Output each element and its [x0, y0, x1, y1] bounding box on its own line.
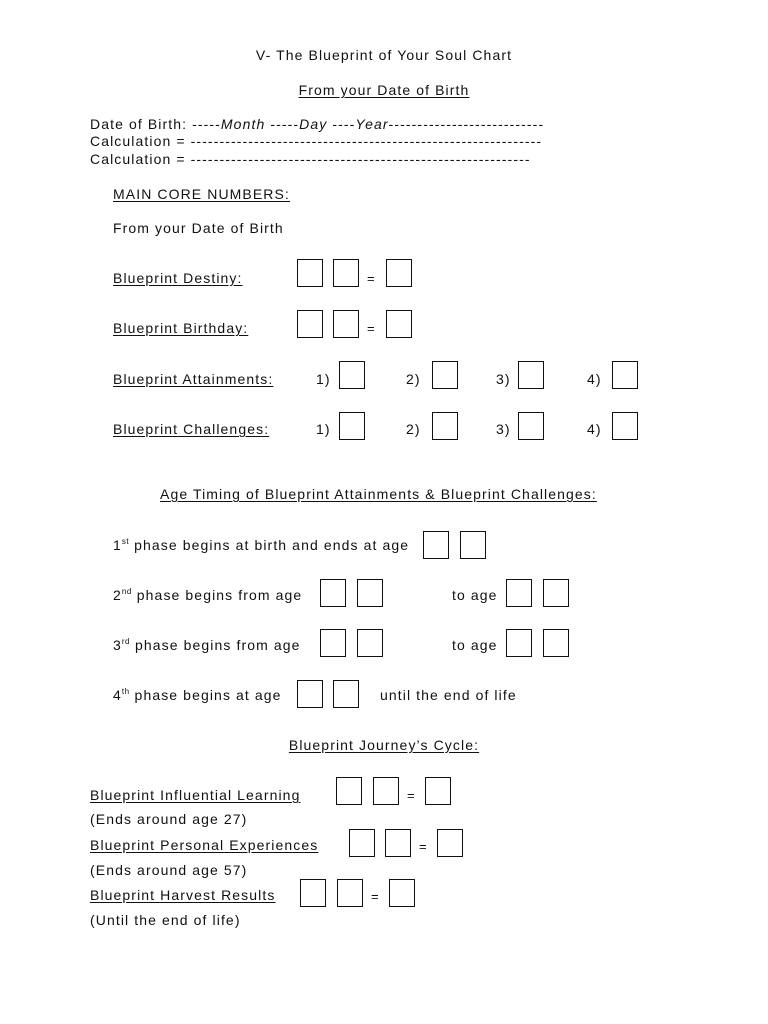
- birthday-digit-box-2[interactable]: [333, 310, 359, 338]
- phase-2-text: [113, 587, 302, 603]
- destiny-digit-box-2[interactable]: [333, 259, 359, 287]
- challenge-box-1[interactable]: [339, 412, 365, 440]
- phase-3-to-age-label: to age: [452, 637, 498, 653]
- dob-day-field[interactable]: Day: [299, 116, 328, 132]
- attainment-number-1: 1): [316, 371, 331, 387]
- challenge-number-4: 4): [587, 421, 602, 437]
- phase-1-number: 1: [113, 537, 122, 553]
- challenge-box-3[interactable]: [518, 412, 544, 440]
- dob-dashes: -----: [270, 116, 300, 132]
- phase-4-text: [113, 687, 282, 703]
- personal-digit-box-2[interactable]: [385, 829, 411, 857]
- attainment-box-2[interactable]: [432, 361, 458, 389]
- birthday-label: Blueprint Birthday:: [113, 320, 249, 336]
- phase-3-start-age-box-1[interactable]: [320, 629, 346, 657]
- phase-2-start-age-box-2[interactable]: [357, 579, 383, 607]
- phase-2-to-age-label: to age: [452, 587, 498, 603]
- phase-1-end-age-box-2[interactable]: [460, 531, 486, 559]
- attainment-number-2: 2): [406, 371, 421, 387]
- phase-4-until-end-label: until the end of life: [380, 687, 517, 703]
- personal-experiences-label: Blueprint Personal Experiences: [90, 837, 319, 853]
- phase-1-end-age-box-1[interactable]: [423, 531, 449, 559]
- attainment-number-4: 4): [587, 371, 602, 387]
- phase-1-text: [113, 537, 409, 553]
- attainment-box-4[interactable]: [612, 361, 638, 389]
- age-timing-heading: Age Timing of Blueprint Attainments & Blueprint Challenges:: [160, 486, 597, 502]
- equals-sign: =: [371, 889, 379, 904]
- birthday-result-box[interactable]: [386, 310, 412, 338]
- influential-result-box[interactable]: [425, 777, 451, 805]
- influential-digit-box-1[interactable]: [336, 777, 362, 805]
- harvest-result-box[interactable]: [389, 879, 415, 907]
- attainments-label: Blueprint Attainments:: [113, 371, 274, 387]
- attainment-box-3[interactable]: [518, 361, 544, 389]
- phase-2-end-age-box-2[interactable]: [543, 579, 569, 607]
- challenge-box-2[interactable]: [432, 412, 458, 440]
- challenge-number-3: 3): [496, 421, 511, 437]
- page-subtitle: From your Date of Birth: [298, 82, 470, 98]
- phase-3-end-age-box-2[interactable]: [543, 629, 569, 657]
- influential-note: (Ends around age 27): [90, 811, 248, 827]
- equals-sign: =: [419, 839, 427, 854]
- dob-year-field[interactable]: Year: [355, 116, 389, 132]
- dob-label: Date of Birth:: [90, 116, 188, 132]
- phase-4-suffix: th: [121, 687, 130, 696]
- journey-heading: Blueprint Journey’s Cycle:: [288, 737, 480, 753]
- phase-2-start-age-box-1[interactable]: [320, 579, 346, 607]
- harvest-results-label: Blueprint Harvest Results: [90, 887, 276, 903]
- challenge-number-2: 2): [406, 421, 421, 437]
- influential-learning-label: Blueprint Influential Learning: [90, 787, 301, 803]
- phase-3-number: 3: [113, 637, 122, 653]
- equals-sign: =: [367, 271, 375, 286]
- dob-dashes: -----: [192, 116, 221, 132]
- harvest-note: (Until the end of life): [90, 912, 241, 928]
- phase-2-label: phase begins from age: [131, 587, 303, 603]
- challenge-number-1: 1): [316, 421, 331, 437]
- phase-4-label: phase begins at age: [129, 687, 282, 703]
- dob-month-field[interactable]: Month: [220, 116, 266, 132]
- calculation-line-1[interactable]: [90, 133, 542, 149]
- calculation-label: Calculation =: [90, 151, 186, 167]
- phase-2-suffix: nd: [121, 587, 132, 596]
- dob-dashes: ----: [332, 116, 356, 132]
- calculation-label: Calculation =: [90, 133, 186, 149]
- challenge-box-4[interactable]: [612, 412, 638, 440]
- phase-4-start-age-box-2[interactable]: [333, 680, 359, 708]
- phase-3-text: [113, 637, 301, 653]
- influential-digit-box-2[interactable]: [373, 777, 399, 805]
- calculation-dashes: -----------------------------------------------------------: [190, 151, 531, 167]
- core-from-dob: From your Date of Birth: [113, 220, 284, 236]
- calculation-line-2[interactable]: [90, 151, 531, 167]
- destiny-result-box[interactable]: [386, 259, 412, 287]
- personal-result-box[interactable]: [437, 829, 463, 857]
- phase-3-label: phase begins from age: [130, 637, 301, 653]
- phase-3-start-age-box-2[interactable]: [357, 629, 383, 657]
- main-core-heading: MAIN CORE NUMBERS:: [113, 186, 290, 202]
- harvest-digit-box-1[interactable]: [300, 879, 326, 907]
- phase-2-number: 2: [113, 587, 122, 603]
- destiny-label: Blueprint Destiny:: [113, 270, 243, 286]
- phase-3-end-age-box-1[interactable]: [506, 629, 532, 657]
- destiny-digit-box-1[interactable]: [297, 259, 323, 287]
- phase-1-label: phase begins at birth and ends at age: [129, 537, 410, 553]
- personal-digit-box-1[interactable]: [349, 829, 375, 857]
- page-title: V- The Blueprint of Your Soul Chart: [255, 47, 513, 63]
- equals-sign: =: [407, 788, 415, 803]
- personal-note: (Ends around age 57): [90, 862, 248, 878]
- dob-line: [90, 116, 544, 132]
- phase-4-start-age-box-1[interactable]: [297, 680, 323, 708]
- calculation-dashes: -------------------------------------------------------------: [190, 133, 543, 149]
- phase-2-end-age-box-1[interactable]: [506, 579, 532, 607]
- harvest-digit-box-2[interactable]: [337, 879, 363, 907]
- attainment-box-1[interactable]: [339, 361, 365, 389]
- dob-dashes: ---------------------------: [388, 116, 545, 132]
- phase-4-number: 4: [113, 687, 122, 703]
- attainment-number-3: 3): [496, 371, 511, 387]
- challenges-label: Blueprint Challenges:: [113, 421, 270, 437]
- phase-1-suffix: st: [121, 537, 130, 546]
- phase-3-suffix: rd: [121, 637, 131, 646]
- birthday-digit-box-1[interactable]: [297, 310, 323, 338]
- equals-sign: =: [367, 321, 375, 336]
